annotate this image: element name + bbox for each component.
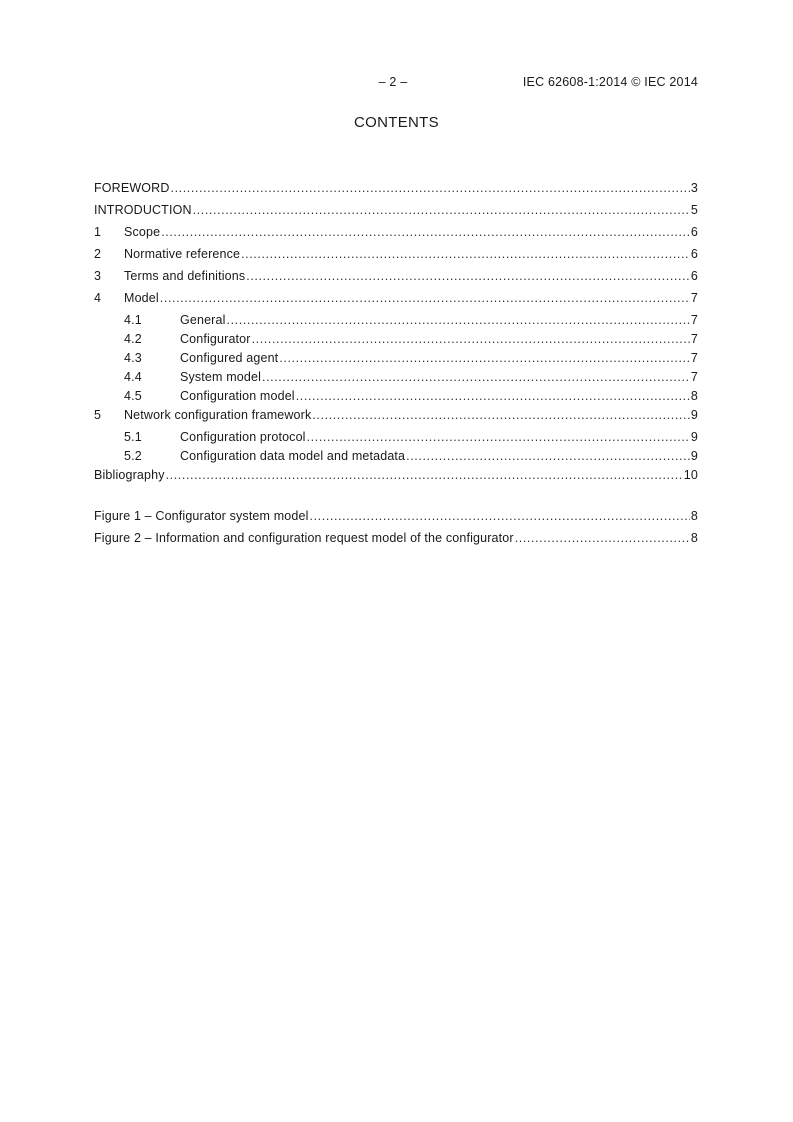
toc-entry-title: General	[180, 313, 226, 327]
figure-list-entry[interactable]	[94, 507, 698, 529]
toc-entry-title: Configuration protocol	[180, 430, 306, 444]
dot-leader	[515, 529, 690, 547]
toc-entry[interactable]	[94, 466, 698, 488]
dot-leader	[406, 447, 690, 465]
figure-page: 8	[690, 509, 698, 523]
dot-leader	[279, 349, 690, 367]
toc-entry-title: System model	[180, 370, 261, 384]
toc-entry-number: 4.4	[124, 370, 142, 384]
toc-entry-title: Terms and definitions	[124, 269, 246, 283]
figure-page: 8	[690, 531, 698, 545]
toc-entry[interactable]	[94, 311, 698, 330]
toc-entry-page: 6	[690, 269, 698, 283]
section-gap	[94, 488, 698, 507]
toc-entry-number: 3	[94, 269, 102, 283]
toc-entry-title: Bibliography	[94, 468, 165, 482]
dot-leader	[252, 330, 690, 348]
toc-entry[interactable]	[94, 387, 698, 406]
toc-entry-title: Configured agent	[180, 351, 279, 365]
toc-entry-page: 3	[690, 181, 698, 195]
toc-entry-page: 7	[690, 332, 698, 346]
toc-entry-page: 9	[690, 449, 698, 463]
dot-leader	[312, 406, 690, 424]
toc-entry-page: 7	[690, 291, 698, 305]
toc-entry-title: Scope	[124, 225, 161, 239]
toc-entry-page: 9	[690, 408, 698, 422]
toc-entry-page: 6	[690, 225, 698, 239]
toc-entry-number: 4.2	[124, 332, 142, 346]
dot-leader	[160, 289, 690, 307]
toc-entry-title: Network configuration framework	[124, 408, 312, 422]
toc-entry-number: 4.3	[124, 351, 142, 365]
dot-leader	[171, 179, 690, 197]
toc-entry[interactable]	[94, 406, 698, 428]
toc-entry[interactable]	[94, 201, 698, 223]
dot-leader	[262, 368, 690, 386]
table-of-contents	[94, 179, 698, 551]
toc-entry-number: 2	[94, 247, 102, 261]
toc-entry-page: 6	[690, 247, 698, 261]
toc-entry-title: Normative reference	[124, 247, 241, 261]
toc-entry-number: 5.2	[124, 449, 142, 463]
toc-entry[interactable]	[94, 447, 698, 466]
toc-entry-title: INTRODUCTION	[94, 203, 192, 217]
dot-leader	[241, 245, 690, 263]
toc-entry-page: 9	[690, 430, 698, 444]
figure-list-entry[interactable]	[94, 529, 698, 551]
dot-leader	[161, 223, 690, 241]
toc-entry[interactable]	[94, 349, 698, 368]
toc-entry[interactable]	[94, 245, 698, 267]
toc-entry-title: Configurator	[180, 332, 251, 346]
toc-entry[interactable]	[94, 368, 698, 387]
toc-entry-title: FOREWORD	[94, 181, 170, 195]
toc-entry-number: 1	[94, 225, 102, 239]
toc-entry[interactable]	[94, 428, 698, 447]
dot-leader	[246, 267, 690, 285]
contents-heading: CONTENTS	[354, 114, 439, 131]
toc-entry[interactable]	[94, 289, 698, 311]
toc-entry-title: Configuration model	[180, 389, 295, 403]
toc-entry-number: 4	[94, 291, 102, 305]
toc-entry[interactable]	[94, 267, 698, 289]
toc-entry-number: 4.1	[124, 313, 142, 327]
toc-entry-page: 7	[690, 370, 698, 384]
toc-entry-number: 4.5	[124, 389, 142, 403]
toc-entry-title: Model	[124, 291, 159, 305]
toc-entry[interactable]	[94, 223, 698, 245]
toc-entry[interactable]	[94, 179, 698, 201]
dot-leader	[310, 507, 690, 525]
toc-entry-page: 7	[690, 351, 698, 365]
document-reference: IEC 62608-1:2014 © IEC 2014	[522, 75, 698, 89]
figure-title: Figure 1 – Configurator system model	[94, 509, 309, 523]
toc-entry-page: 7	[690, 313, 698, 327]
toc-entry-number: 5.1	[124, 430, 142, 444]
toc-entry-page: 5	[690, 203, 698, 217]
toc-entry-number: 5	[94, 408, 102, 422]
page-number: – 2 –	[378, 75, 408, 89]
dot-leader	[166, 466, 683, 484]
dot-leader	[227, 311, 690, 329]
toc-entry-page: 8	[690, 389, 698, 403]
toc-entry-title: Configuration data model and metadata	[180, 449, 406, 463]
dot-leader	[296, 387, 690, 405]
toc-entry[interactable]	[94, 330, 698, 349]
figure-title: Figure 2 – Information and configuration request model of the configurator	[94, 531, 514, 545]
toc-entry-page: 10	[683, 468, 698, 482]
dot-leader	[307, 428, 690, 446]
dot-leader	[193, 201, 690, 219]
